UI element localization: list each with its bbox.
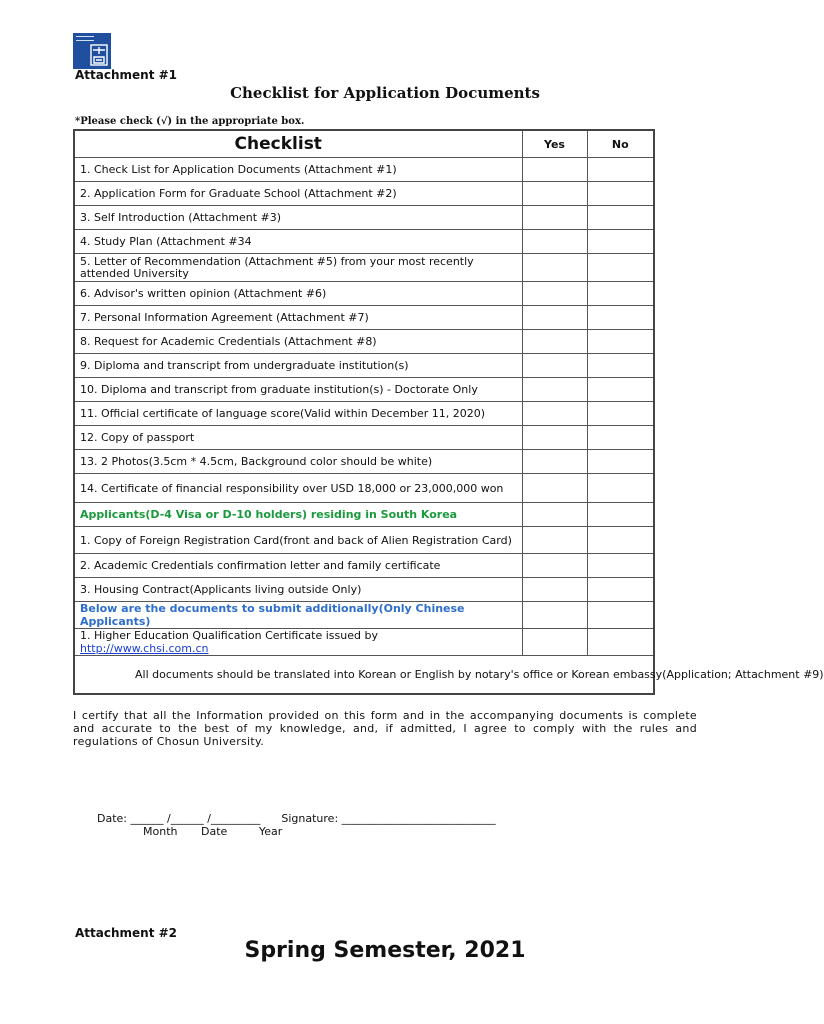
no-checkbox[interactable] <box>587 629 654 656</box>
month-label: Month <box>143 825 178 838</box>
yes-checkbox[interactable] <box>522 378 587 402</box>
item-label: 1. Higher Education Qualification Certificate issued by <box>80 629 378 642</box>
table-row <box>74 402 654 426</box>
no-checkbox[interactable] <box>587 206 654 230</box>
item-label: 5. Letter of Recommendation (Attachment #5) from your most recently attended University <box>74 254 522 282</box>
university-logo <box>73 33 111 69</box>
yes-checkbox[interactable] <box>522 354 587 378</box>
item-label: 2. Application Form for Graduate School (Attachment #2) <box>74 182 522 206</box>
item-label: 1. Copy of Foreign Registration Card(front and back of Alien Registration Card) <box>74 527 522 554</box>
section-row-korea <box>74 503 654 527</box>
yes-checkbox[interactable] <box>522 402 587 426</box>
yes-checkbox[interactable] <box>522 527 587 554</box>
no-checkbox[interactable] <box>587 230 654 254</box>
no-checkbox[interactable] <box>587 554 654 578</box>
date-label: Date <box>201 825 228 838</box>
checklist-header-row <box>74 130 654 158</box>
korea-section-heading: Applicants(D-4 Visa or D-10 holders) residing in South Korea <box>74 503 522 527</box>
semester-title: Spring Semester, 2021 <box>244 938 526 963</box>
yes-checkbox[interactable] <box>522 578 587 602</box>
item-label: 3. Self Introduction (Attachment #3) <box>74 206 522 230</box>
item-label: 1. Check List for Application Documents (Attachment #1) <box>74 158 522 182</box>
no-checkbox[interactable] <box>587 254 654 282</box>
yes-checkbox[interactable] <box>522 554 587 578</box>
empty-cell <box>522 602 587 629</box>
yes-checkbox[interactable] <box>522 206 587 230</box>
table-row <box>74 426 654 450</box>
yes-checkbox[interactable] <box>522 306 587 330</box>
table-row <box>74 206 654 230</box>
table-row <box>74 254 654 282</box>
table-row <box>74 330 654 354</box>
empty-cell <box>522 503 587 527</box>
instruction-text: *Please check (√) in the appropriate box. <box>75 116 305 127</box>
table-row <box>74 282 654 306</box>
table-row <box>74 450 654 474</box>
yes-checkbox[interactable] <box>522 254 587 282</box>
yes-checkbox[interactable] <box>522 629 587 656</box>
no-checkbox[interactable] <box>587 527 654 554</box>
empty-cell <box>587 602 654 629</box>
checklist-heading: Checklist <box>234 134 322 154</box>
no-column-header: No <box>587 130 654 158</box>
yes-column-header: Yes <box>522 130 587 158</box>
item-label: 4. Study Plan (Attachment #34 <box>74 230 522 254</box>
certification-statement: I certify that all the Information provided on this form and in the accompanying documents is complete and accurate to the best of my knowledge, and, if admitted, I agree to comply with the rules and regulations of Chosun University. <box>73 709 697 748</box>
logo-emblem-icon <box>90 44 108 66</box>
checklist-table <box>73 129 824 695</box>
no-checkbox[interactable] <box>587 282 654 306</box>
yes-checkbox[interactable] <box>522 158 587 182</box>
page-title: Checklist for Application Documents <box>230 84 540 102</box>
table-row <box>74 182 654 206</box>
yes-checkbox[interactable] <box>522 426 587 450</box>
attachment-1-label: Attachment #1 <box>75 68 178 82</box>
item-label: 6. Advisor's written opinion (Attachment #6) <box>74 282 522 306</box>
no-checkbox[interactable] <box>587 474 654 503</box>
item-label: 9. Diploma and transcript from undergraduate institution(s) <box>74 354 522 378</box>
item-label: 8. Request for Academic Credentials (Attachment #8) <box>74 330 522 354</box>
no-checkbox[interactable] <box>587 450 654 474</box>
table-row <box>74 629 654 656</box>
table-row <box>74 378 654 402</box>
note-row <box>74 656 654 695</box>
item-label: 10. Diploma and transcript from graduate institution(s) - Doctorate Only <box>74 378 522 402</box>
no-checkbox[interactable] <box>587 330 654 354</box>
no-checkbox[interactable] <box>587 158 654 182</box>
china-item-cell <box>74 629 522 656</box>
table-row <box>74 527 654 554</box>
table-row <box>74 354 654 378</box>
china-section-heading: Below are the documents to submit additionally(Only Chinese Applicants) <box>74 602 522 629</box>
checklist-heading-cell <box>74 130 522 158</box>
item-label: 2. Academic Credentials confirmation letter and family certificate <box>74 554 522 578</box>
date-signature-line[interactable]: Date: ______ /______ /_________ Signature: ____________________________ <box>97 812 496 825</box>
no-checkbox[interactable] <box>587 578 654 602</box>
item-label: 11. Official certificate of language score(Valid within December 11, 2020) <box>74 402 522 426</box>
table-row <box>74 230 654 254</box>
yes-checkbox[interactable] <box>522 282 587 306</box>
table-row <box>74 578 654 602</box>
year-label: Year <box>259 825 283 838</box>
section-row-china <box>74 602 654 629</box>
empty-cell <box>587 503 654 527</box>
yes-checkbox[interactable] <box>522 330 587 354</box>
logo-text-lines <box>76 36 94 41</box>
table-row <box>74 554 654 578</box>
item-label: 14. Certificate of financial responsibility over USD 18,000 or 23,000,000 won <box>74 474 522 503</box>
translation-note: All documents should be translated into Korean or English by notary's office or Korean embassy(Application; Attachment #9) <box>74 656 654 695</box>
no-checkbox[interactable] <box>587 426 654 450</box>
item-label: 3. Housing Contract(Applicants living outside Only) <box>74 578 522 602</box>
item-label: 7. Personal Information Agreement (Attachment #7) <box>74 306 522 330</box>
chsi-link[interactable]: http://www.chsi.com.cn <box>80 642 209 655</box>
yes-checkbox[interactable] <box>522 230 587 254</box>
item-label: 13. 2 Photos(3.5cm * 4.5cm, Background color should be white) <box>74 450 522 474</box>
no-checkbox[interactable] <box>587 354 654 378</box>
no-checkbox[interactable] <box>587 402 654 426</box>
yes-checkbox[interactable] <box>522 182 587 206</box>
no-checkbox[interactable] <box>587 182 654 206</box>
table-row <box>74 474 654 503</box>
item-label: 12. Copy of passport <box>74 426 522 450</box>
table-row <box>74 306 654 330</box>
no-checkbox[interactable] <box>587 378 654 402</box>
yes-checkbox[interactable] <box>522 474 587 503</box>
yes-checkbox[interactable] <box>522 450 587 474</box>
no-checkbox[interactable] <box>587 306 654 330</box>
table-row <box>74 158 654 182</box>
attachment-2-label: Attachment #2 <box>75 926 178 940</box>
